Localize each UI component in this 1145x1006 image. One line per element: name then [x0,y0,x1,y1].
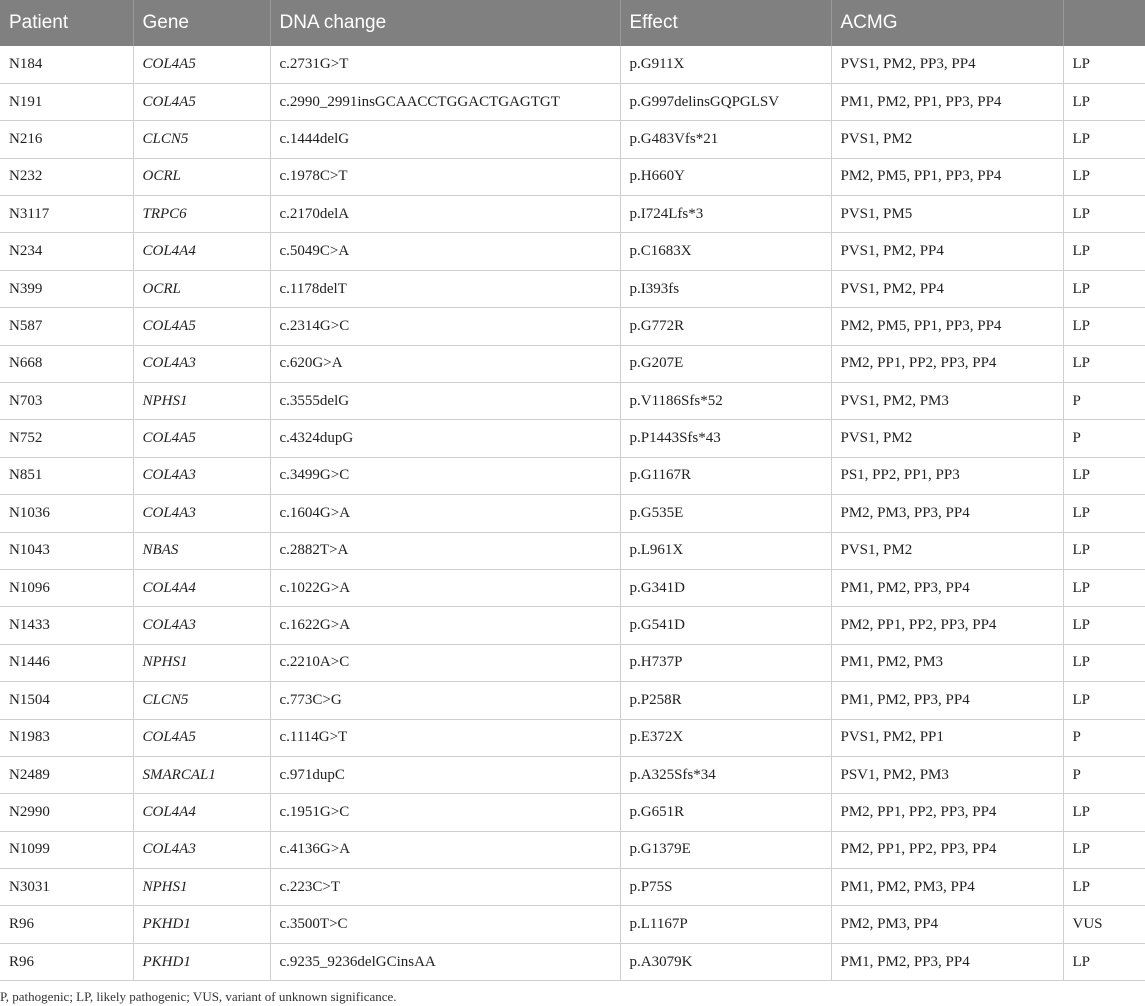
cell-acmg: PM1, PM2, PP3, PP4 [831,943,1063,980]
cell-dna-change: c.3555delG [270,383,620,420]
cell-gene: COL4A5 [133,420,270,457]
cell-gene: CLCN5 [133,682,270,719]
table-row [0,345,1145,382]
cell-gene: COL4A3 [133,345,270,382]
cell-dna-change: c.1022G>A [270,569,620,606]
cell-patient: R96 [0,906,133,943]
cell-dna-change: c.1622G>A [270,607,620,644]
cell-patient: N191 [0,83,133,120]
cell-acmg: PM1, PM2, PM3 [831,644,1063,681]
cell-patient: N1504 [0,682,133,719]
table-row [0,270,1145,307]
cell-patient: N3031 [0,869,133,906]
cell-patient: N1433 [0,607,133,644]
table-row [0,943,1145,980]
cell-patient: N1983 [0,719,133,756]
cell-effect: p.G341D [620,569,831,606]
cell-patient: N587 [0,308,133,345]
header-patient: Patient [0,0,133,46]
cell-effect: p.G772R [620,308,831,345]
cell-patient: N234 [0,233,133,270]
cell-gene: NPHS1 [133,869,270,906]
cell-dna-change: c.1604G>A [270,495,620,532]
cell-acmg: PM1, PM2, PP3, PP4 [831,569,1063,606]
cell-effect: p.G207E [620,345,831,382]
table-body [0,46,1145,981]
cell-classification: LP [1063,532,1145,569]
cell-dna-change: c.2731G>T [270,46,620,83]
cell-effect: p.G1379E [620,831,831,868]
cell-gene: OCRL [133,158,270,195]
cell-acmg: PM2, PP1, PP2, PP3, PP4 [831,831,1063,868]
cell-acmg: PM2, PM3, PP3, PP4 [831,495,1063,532]
table-row [0,196,1145,233]
cell-dna-change: c.1978C>T [270,158,620,195]
cell-gene: COL4A5 [133,308,270,345]
cell-acmg: PVS1, PM2 [831,420,1063,457]
cell-dna-change: c.2314G>C [270,308,620,345]
table-row [0,644,1145,681]
table-row [0,83,1145,120]
cell-dna-change: c.971dupC [270,756,620,793]
cell-gene: COL4A3 [133,831,270,868]
cell-gene: COL4A3 [133,457,270,494]
cell-gene: SMARCAL1 [133,756,270,793]
cell-effect: p.G541D [620,607,831,644]
cell-acmg: PVS1, PM2, PP4 [831,270,1063,307]
table-row [0,495,1145,532]
cell-classification: LP [1063,457,1145,494]
cell-patient: N1446 [0,644,133,681]
cell-dna-change: c.1178delT [270,270,620,307]
table-row [0,794,1145,831]
table-row [0,607,1145,644]
cell-classification: LP [1063,794,1145,831]
cell-classification: LP [1063,345,1145,382]
header-gene: Gene [133,0,270,46]
cell-gene: NPHS1 [133,644,270,681]
cell-classification: LP [1063,943,1145,980]
table-row [0,308,1145,345]
cell-acmg: PS1, PP2, PP1, PP3 [831,457,1063,494]
cell-classification: LP [1063,121,1145,158]
header-row [0,0,1145,46]
cell-acmg: PVS1, PM2 [831,532,1063,569]
cell-acmg: PVS1, PM2, PP4 [831,233,1063,270]
cell-acmg: PVS1, PM5 [831,196,1063,233]
cell-acmg: PM2, PP1, PP2, PP3, PP4 [831,794,1063,831]
table-row [0,756,1145,793]
cell-gene: NPHS1 [133,383,270,420]
cell-gene: PKHD1 [133,943,270,980]
cell-gene: COL4A4 [133,794,270,831]
cell-patient: N232 [0,158,133,195]
header-classification [1063,0,1145,46]
cell-patient: N703 [0,383,133,420]
cell-patient: N399 [0,270,133,307]
cell-effect: p.G911X [620,46,831,83]
cell-classification: LP [1063,869,1145,906]
table-row [0,46,1145,83]
cell-effect: p.G535E [620,495,831,532]
cell-gene: CLCN5 [133,121,270,158]
table-row [0,532,1145,569]
cell-effect: p.G1167R [620,457,831,494]
table-row [0,869,1145,906]
cell-acmg: PM2, PP1, PP2, PP3, PP4 [831,345,1063,382]
cell-dna-change: c.2990_2991insGCAACCTGGACTGAGTGT [270,83,620,120]
cell-dna-change: c.223C>T [270,869,620,906]
cell-patient: R96 [0,943,133,980]
cell-effect: p.A325Sfs*34 [620,756,831,793]
cell-effect: p.L961X [620,532,831,569]
cell-effect: p.G997delinsGQPGLSV [620,83,831,120]
cell-gene: NBAS [133,532,270,569]
cell-classification: LP [1063,233,1145,270]
cell-dna-change: c.9235_9236delGCinsAA [270,943,620,980]
cell-acmg: PM1, PM2, PP3, PP4 [831,682,1063,719]
cell-classification: LP [1063,495,1145,532]
cell-gene: PKHD1 [133,906,270,943]
cell-patient: N1036 [0,495,133,532]
cell-effect: p.P75S [620,869,831,906]
table-row [0,569,1145,606]
cell-gene: OCRL [133,270,270,307]
table-row [0,420,1145,457]
cell-acmg: PM2, PM5, PP1, PP3, PP4 [831,158,1063,195]
cell-acmg: PVS1, PM2 [831,121,1063,158]
table-row [0,383,1145,420]
cell-effect: p.G483Vfs*21 [620,121,831,158]
cell-gene: COL4A5 [133,719,270,756]
cell-acmg: PSV1, PM2, PM3 [831,756,1063,793]
cell-acmg: PVS1, PM2, PP1 [831,719,1063,756]
cell-classification: LP [1063,682,1145,719]
cell-classification: LP [1063,270,1145,307]
cell-effect: p.C1683X [620,233,831,270]
table-row [0,682,1145,719]
cell-classification: LP [1063,831,1145,868]
table-row [0,719,1145,756]
cell-classification: LP [1063,644,1145,681]
cell-patient: N216 [0,121,133,158]
cell-patient: N1099 [0,831,133,868]
cell-effect: p.P1443Sfs*43 [620,420,831,457]
cell-gene: COL4A5 [133,46,270,83]
cell-effect: p.G651R [620,794,831,831]
cell-acmg: PM2, PP1, PP2, PP3, PP4 [831,607,1063,644]
cell-dna-change: c.3499G>C [270,457,620,494]
cell-gene: COL4A3 [133,607,270,644]
cell-effect: p.I724Lfs*3 [620,196,831,233]
table-row [0,233,1145,270]
cell-dna-change: c.4136G>A [270,831,620,868]
cell-classification: P [1063,420,1145,457]
cell-classification: LP [1063,196,1145,233]
cell-dna-change: c.1951G>C [270,794,620,831]
cell-acmg: PVS1, PM2, PP3, PP4 [831,46,1063,83]
cell-effect: p.P258R [620,682,831,719]
cell-acmg: PM2, PM3, PP4 [831,906,1063,943]
cell-acmg: PVS1, PM2, PM3 [831,383,1063,420]
table-row [0,158,1145,195]
cell-classification: VUS [1063,906,1145,943]
cell-classification: P [1063,383,1145,420]
cell-acmg: PM1, PM2, PP1, PP3, PP4 [831,83,1063,120]
cell-effect: p.H660Y [620,158,831,195]
table-footnote: P, pathogenic; LP, likely pathogenic; VUS, variant of unknown significance. [0,989,397,1004]
cell-patient: N1096 [0,569,133,606]
cell-patient: N668 [0,345,133,382]
table-row [0,906,1145,943]
cell-patient: N1043 [0,532,133,569]
cell-effect: p.H737P [620,644,831,681]
cell-classification: LP [1063,83,1145,120]
cell-classification: LP [1063,46,1145,83]
cell-acmg: PM2, PM5, PP1, PP3, PP4 [831,308,1063,345]
cell-acmg: PM1, PM2, PM3, PP4 [831,869,1063,906]
cell-dna-change: c.4324dupG [270,420,620,457]
cell-classification: LP [1063,308,1145,345]
cell-classification: LP [1063,158,1145,195]
cell-patient: N3117 [0,196,133,233]
cell-patient: N2990 [0,794,133,831]
cell-dna-change: c.2210A>C [270,644,620,681]
cell-dna-change: c.1114G>T [270,719,620,756]
cell-dna-change: c.773C>G [270,682,620,719]
cell-patient: N752 [0,420,133,457]
cell-effect: p.V1186Sfs*52 [620,383,831,420]
cell-gene: COL4A4 [133,233,270,270]
header-dna-change: DNA change [270,0,620,46]
header-effect: Effect [620,0,831,46]
cell-dna-change: c.620G>A [270,345,620,382]
cell-classification: LP [1063,607,1145,644]
cell-effect: p.E372X [620,719,831,756]
cell-classification: P [1063,756,1145,793]
cell-dna-change: c.2882T>A [270,532,620,569]
cell-dna-change: c.1444delG [270,121,620,158]
cell-dna-change: c.3500T>C [270,906,620,943]
table-row [0,121,1145,158]
cell-gene: COL4A3 [133,495,270,532]
cell-dna-change: c.2170delA [270,196,620,233]
cell-gene: COL4A5 [133,83,270,120]
cell-classification: P [1063,719,1145,756]
cell-classification: LP [1063,569,1145,606]
table-row [0,831,1145,868]
header-acmg: ACMG [831,0,1063,46]
table-row [0,457,1145,494]
cell-dna-change: c.5049C>A [270,233,620,270]
cell-effect: p.I393fs [620,270,831,307]
cell-effect: p.L1167P [620,906,831,943]
cell-patient: N2489 [0,756,133,793]
cell-gene: TRPC6 [133,196,270,233]
cell-gene: COL4A4 [133,569,270,606]
cell-effect: p.A3079K [620,943,831,980]
cell-patient: N184 [0,46,133,83]
cell-patient: N851 [0,457,133,494]
table-header [0,0,1145,46]
